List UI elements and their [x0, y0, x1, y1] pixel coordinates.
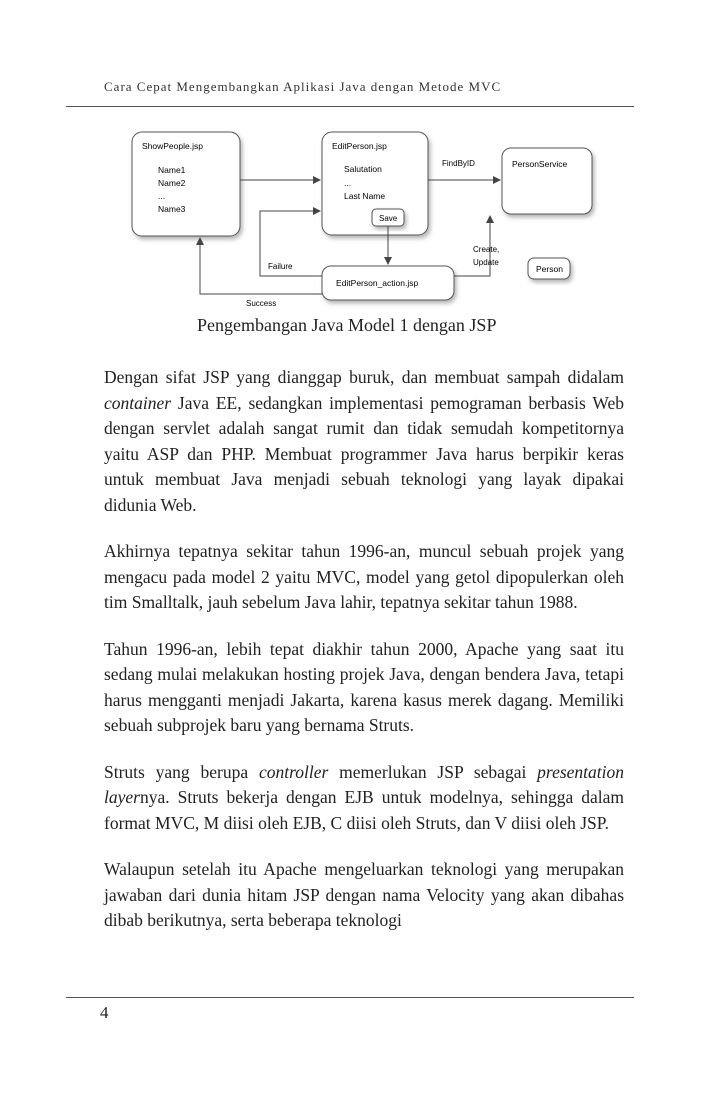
save-button: Save — [379, 214, 398, 223]
label-findbyid: FindByID — [442, 159, 475, 168]
showpeople-box — [132, 132, 240, 236]
showpeople-title: ShowPeople.jsp — [142, 141, 203, 151]
page-number: 4 — [100, 1003, 109, 1022]
italic-term: controller — [258, 761, 329, 782]
showpeople-item-1: Name1 — [158, 165, 186, 175]
label-update: Update — [473, 258, 499, 267]
person-title: Person — [536, 264, 563, 274]
editperson-action-box — [322, 266, 454, 300]
showpeople-item-4: Name3 — [158, 204, 186, 214]
paragraph — [104, 760, 624, 837]
text-run: memerlukan JSP sebagai — [328, 761, 538, 782]
editperson-item-3: Last Name — [344, 191, 386, 201]
paragraph — [104, 637, 624, 739]
paragraph — [104, 539, 624, 616]
editperson-item-2: ... — [344, 178, 352, 188]
text-run: Dengan sifat JSP yang dianggap buruk, dan membuat sampah didalam — [104, 367, 624, 387]
personservice-box — [502, 148, 592, 214]
running-header: Cara Cepat Mengembangkan Aplikasi Java dengan Metode MVC — [104, 79, 502, 94]
text-run: Tahun 1996-an, lebih tepat diakhir tahun 2000, Apache yang saat itu sedang mulai melakukan hosting projek Java, dengan bendera Java, tetapi harus mengganti menjadi Jakarta, karena kasus merek dagang. Memiliki sebuah subprojek baru yang bernama Struts. — [104, 638, 624, 735]
showpeople-item-3: ... — [158, 191, 166, 201]
personservice-title: PersonService — [512, 159, 568, 169]
editperson-action-title: EditPerson_action.jsp — [336, 278, 419, 288]
text-run: nya. Struts bekerja dengan EJB untuk modelnya, sehingga dalam format MVC, M diisi oleh EJB, C diisi oleh Struts, dan V diisi oleh JSP. — [104, 787, 624, 833]
editperson-title: EditPerson.jsp — [332, 141, 387, 151]
figure-caption: Pengembangan Java Model 1 dengan JSP — [197, 315, 497, 335]
text-run: Struts yang berupa — [104, 761, 259, 782]
text-run: Akhirnya tepatnya sekitar tahun 1996-an, muncul sebuah projek yang mengacu pada model 2 yaitu MVC, model yang getol dipopulerkan oleh tim Smalltalk, jauh sebelum Java lahir, tepatnya sekitar tahun 1988. — [104, 541, 624, 612]
person-box — [528, 258, 570, 279]
text-run: Walaupun setelah itu Apache mengeluarkan teknologi yang merupakan jawaban dari dunia hitam JSP dengan nama Velocity yang akan dibahas dibab berikutnya, serta beberapa teknologi — [104, 859, 624, 930]
paragraph — [104, 857, 624, 934]
body-text — [104, 365, 624, 955]
italic-term: container — [104, 392, 172, 413]
header-divider — [66, 106, 634, 107]
label-success: Success — [246, 299, 277, 308]
arrow-success — [200, 238, 322, 294]
showpeople-item-2: Name2 — [158, 178, 186, 188]
label-failure: Failure — [268, 262, 293, 271]
label-create: Create, — [473, 245, 500, 254]
italic-term: presentation layer — [104, 761, 624, 807]
mvc-model1-diagram — [120, 124, 600, 314]
paragraph — [104, 365, 624, 518]
text-run: Java EE, sedangkan implementasi pemograman berbasis Web dengan servlet adalah sangat rumit dan tidak semudah kompetitornya yaitu ASP dan PHP. Membuat programmer Java harus berpikir keras untuk membuat Java menjadi sebuah teknologi yang layak dipakai didunia Web. — [104, 392, 624, 515]
editperson-item-1: Salutation — [344, 164, 382, 174]
footer-divider — [66, 997, 634, 998]
editperson-box — [322, 132, 428, 235]
